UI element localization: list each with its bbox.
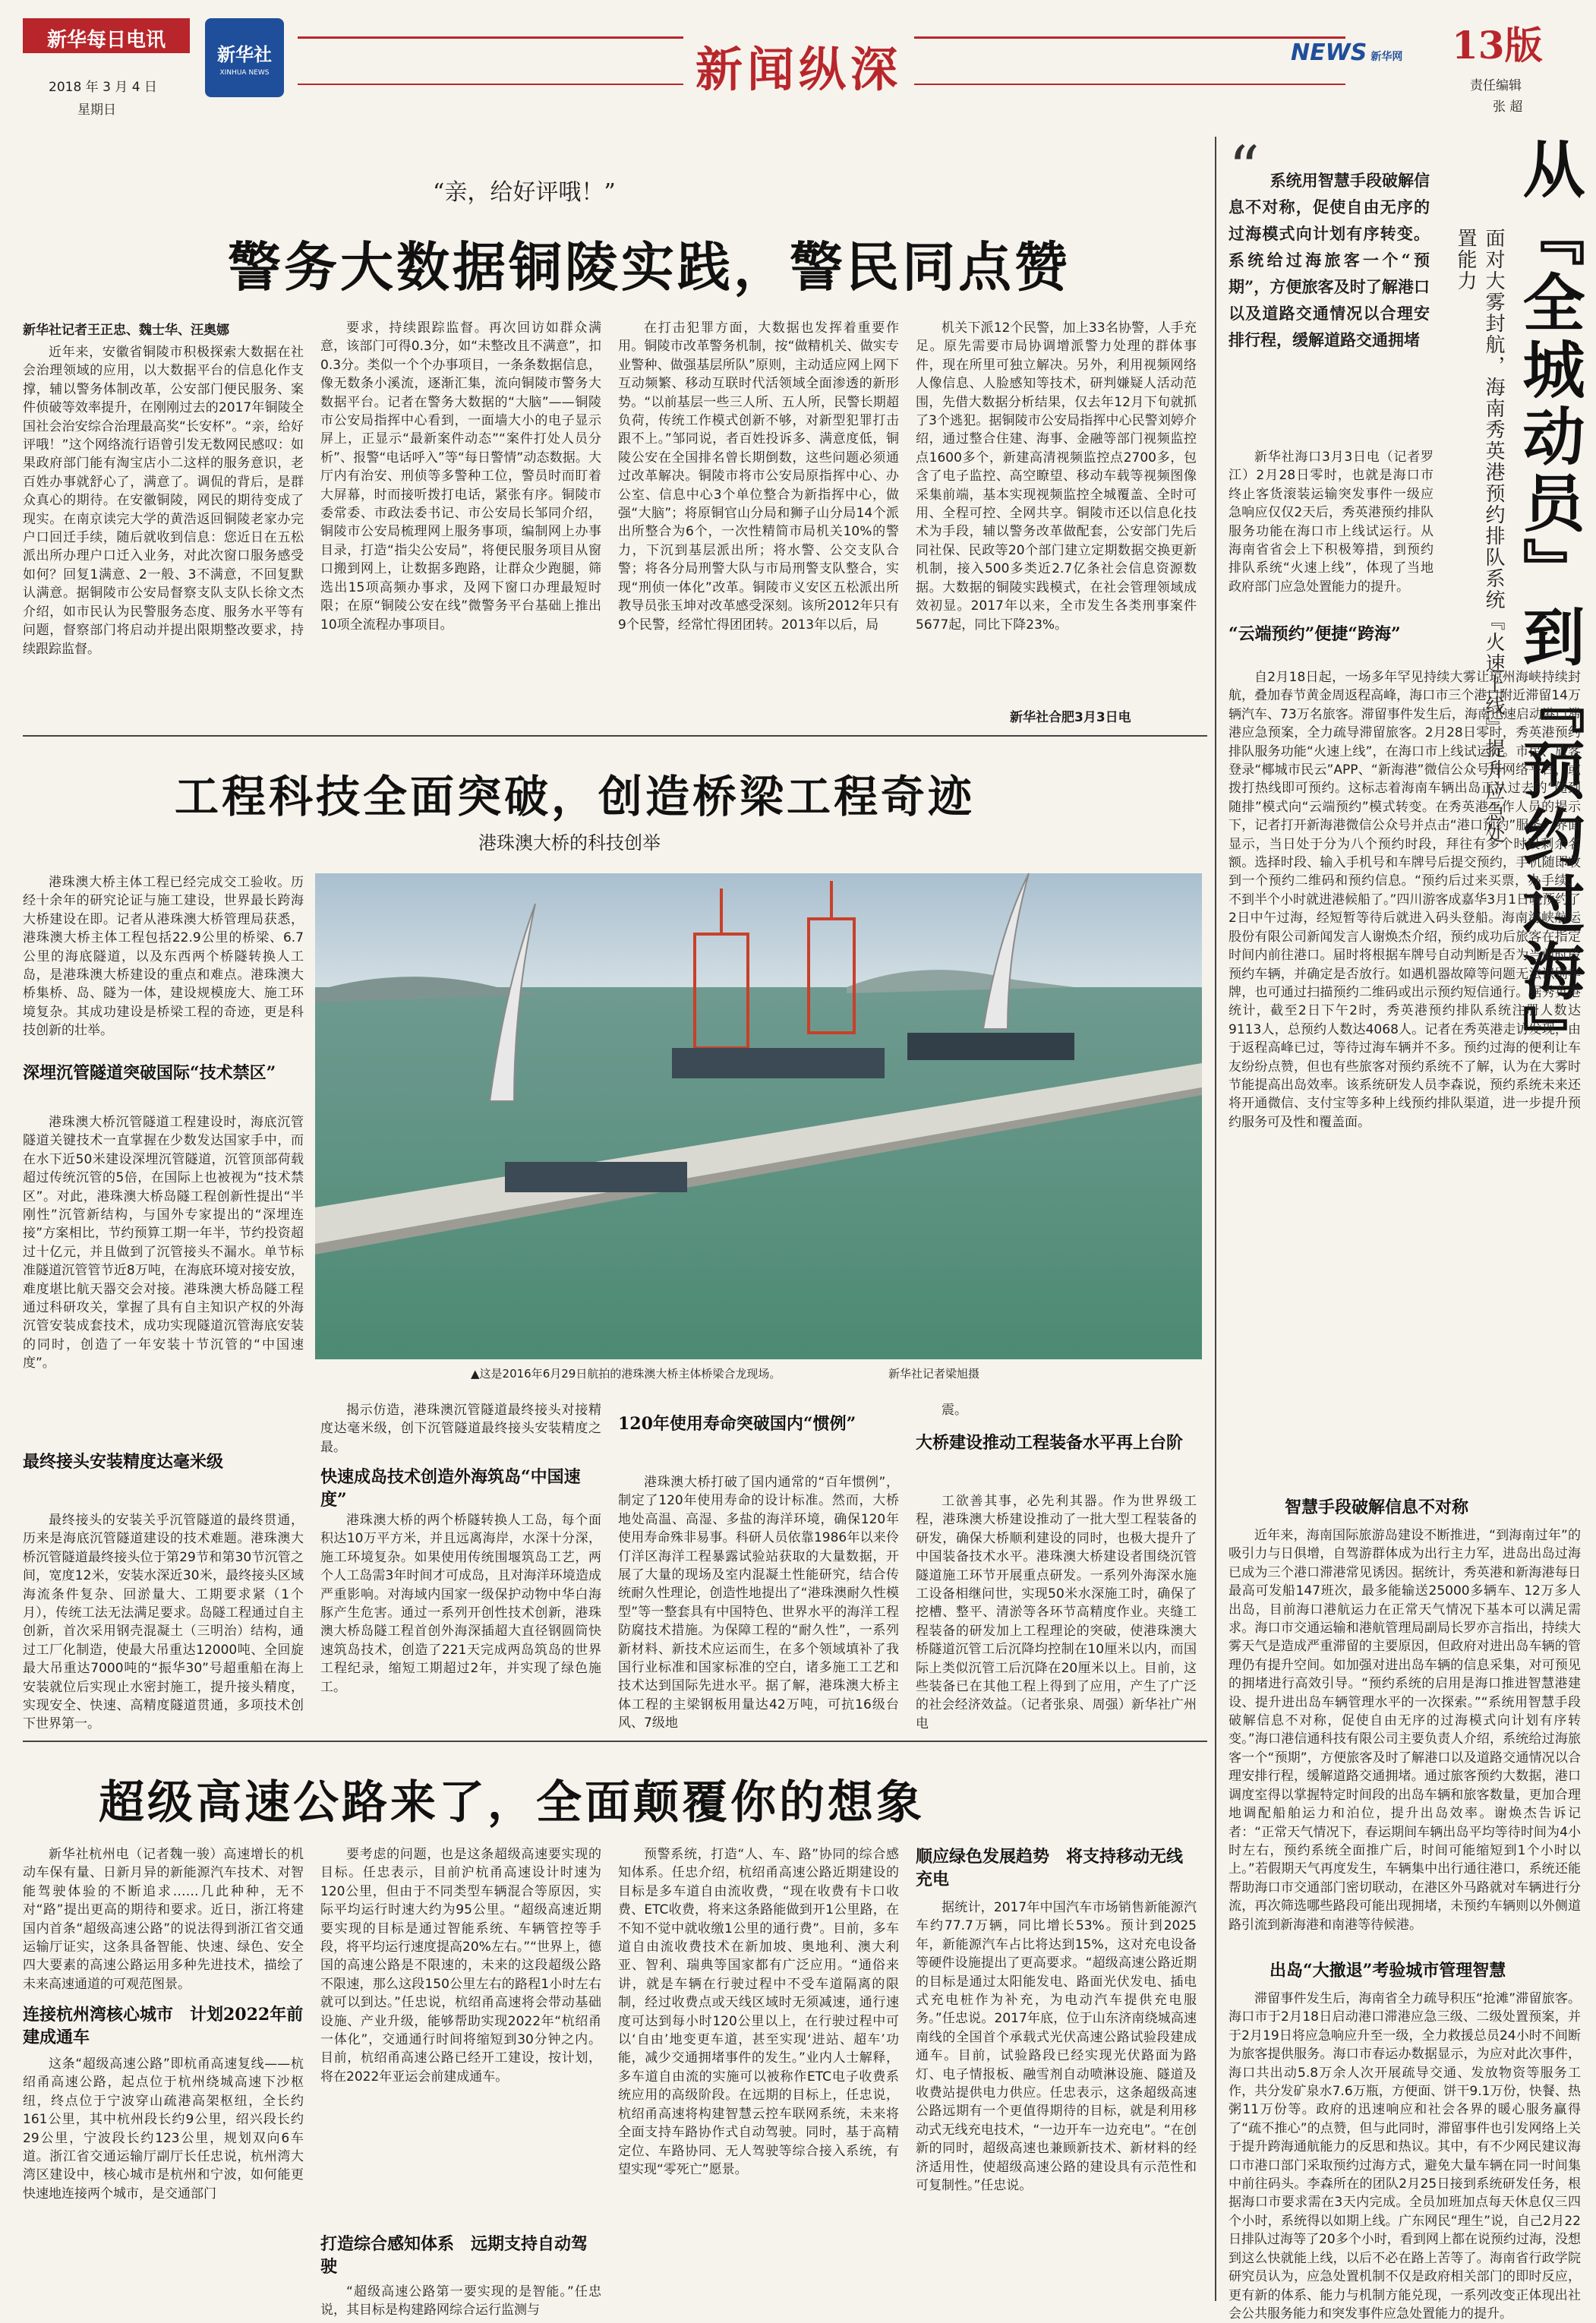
tunnel-text (23, 1113, 304, 1440)
paper-name-block (23, 18, 190, 53)
paragraph: 港珠澳大桥打破了国内通常的“百年惯例”，制定了120年使用寿命的设计标准。然而，大桥地处高温、高湿、多盐的海洋环境，确保120年使用寿命殊非易事。科研人员依靠1986年以来伶仃洋区海洋工程暴露试验站获取的大量数据，开展了大量的现场及室内混凝土性能研究，结合传统耐久性理论，创造性地提出了“港珠澳耐久性模型”等一整套具有中国特色、世界水平的海洋工程防腐技术措施。为保障工程的“耐久性”，一系列新材料、新技术应运而生，在多个领域填补了我国行业标准和国家标准的空白，诸多施工工艺和技术达到国际先进水平。据了解，港珠澳大桥主体工程的主梁钢板用量达42万吨，可抗16级台风、7级地 (618, 1475, 899, 1731)
article-headline: 工程科技全面突破，创造桥梁工程奇迹 (175, 771, 976, 822)
sensing-text (320, 2283, 601, 2318)
paragraph: 工欲善其事，必先利其器。作为世界级工程，港珠澳大桥建设推动了一批大型工程装备的研发，确保大桥顺利建设的同时，也极大提升了中国装备技术水平。港珠澳大桥建设者围绕沉管隧道施工环节开展重点研发。一系列外海深水施工设备相继问世，实现50米水深施工时，确保了挖槽、整平、清淤等各环节高精度作业。夹缝工程装备的研发加上工程理论的突破，使港珠澳大桥隧道沉管工后沉降均控制在10厘米以内，而国际上类似沉管工后沉降在20厘米以上。目前，这些装备已在其他工程上得到了应用，产生了广泛的社会经济效益。（记者张泉、周强）新华社广州电 (916, 1494, 1197, 1731)
island-text (320, 1511, 601, 1724)
subheading-smart: 智慧手段破解信息不对称 (1285, 1498, 1469, 1517)
article-police-bigdata (23, 152, 1207, 729)
page-number: 13版 (1452, 23, 1543, 68)
paragraph: 港珠澳大桥主体工程已经完成交工验收。历经十余年的研究论证与施工建设，世界最长跨海大桥建设在即。记者从港珠澳大桥管理局获悉，港珠澳大桥主体工程包括22.9公里的桥梁、6.7公里的海底隧道，以及东西两个桥隧转换人工岛，是港珠澳大桥建设的重点和难点。港珠澳大桥集桥、岛、隧为一体，建设规模庞大、施工环境复杂。其成功建设是桥梁工程的奇迹，更是科技创新的壮举。 (23, 875, 304, 1039)
joint-text (23, 1511, 304, 1732)
subheading-joint: 最终接头安装精度达毫米级 (23, 1452, 224, 1472)
pull-quote: 系统用智慧手段破解信息不对称，促使自由无序的过海模式向计划有序转变。系统给过海旅客一个“预期”，方便旅客及时了解港口以及道路交通情况以合理安排行程，缓解道路交通拥堵 (1229, 171, 1430, 349)
quote-mark-icon: “ (1229, 133, 1260, 204)
connect-text (23, 2055, 304, 2306)
smart-text (1229, 1526, 1581, 1952)
article-col-3 (618, 1845, 899, 2306)
photo-caption: ▲这是2016年6月29日航拍的港珠澳大桥主体桥梁合龙现场。 (471, 1367, 781, 1381)
paragraph: 近年来，安徽省铜陵市积极探索大数据在社会治理领域的应用，以大数据平台的信息化作支撑，辅以警务体制改革，公安部门便民服务、案件侦破等效率提升，在刚刚过去的2017年铜陵全国社会治安综合治理最高奖“长安杯”。“亲，给好评哦！”这个网络流行语曾引发无数网民感叹：如果政府部门能有淘宝店小二这样的服务意识，老百姓办事就舒心了，满意了。调侃的背后，是群众真心的期待。在安徽铜陵，网民的期待变成了现实。在南京读完大学的黄浩返回铜陵老家办完户口回迁手续，随后就收到信息：您近日在五松派出所办理户口迁入业务，对此次窗口服务感受如何？回复1满意、2一般、3不满意，不回复默认满意。据铜陵市公安局督察支队支队长徐文杰介绍，如市民认为民警服务态度、服务水平等有问题，督察部门将启动并提出限期整改要求，持续跟踪监督。 (23, 345, 304, 657)
subheading-tunnel: 深埋沉管隧道突破国际“技术禁区” (23, 1063, 276, 1083)
xinhua-logo (205, 18, 284, 97)
article-col-3 (618, 319, 899, 727)
paragraph: 揭示仿造，港珠澳沉管隧道最终接头对接精度达毫米级，创下沉管隧道最终接头安装精度之最。 (320, 1403, 601, 1455)
article-headline: 超级高速公路来了，全面颠覆你的想象 (99, 1776, 925, 1829)
subheading-green: 顺应绿色发展趋势 将支持移动无线充电 (916, 1847, 1184, 1889)
equipment-text (916, 1492, 1197, 1731)
section-title: 新闻纵深 (683, 32, 914, 99)
subheading-cloud: “云端预约”便捷“跨海” (1229, 624, 1401, 644)
issue-date: 2018 年 3 月 4 日 (49, 80, 157, 95)
article-haikou-ferry (1224, 133, 1585, 2321)
paragraph: 滞留事件发生后，海南省全力疏导积压“抢滩”滞留旅客。海口市于2月18日启动港口滞港应急三级、二级处置预案，并于2月19日将应急响应升至一级，全力救援总员24小时不间断为旅客提供服务。海口市春运办数据显示，为应对此次事件，海口共出动5.8万余人次开展疏导交通、发放物资等服务工作，共分发矿泉水7.6万瓶，方便面、饼干9.1万份，快餐、热粥11万份等。政府的迅速响应和社会各界的暖心服务赢得了“疏不推心”的点赞，但与此同时，滞留事件也引发网络上关于提升跨海通航能力的反思和热议。其中，有不少网民建议海口市港口部门采取预约过海方式，避免大量车辆在同一时间集中前往码头。李森所在的团队2月25日接到系统研发任务，根据海口市要求需在3天内完成。全员加班加点每天休息仅三四个小时，系统得以如期上线。广东网民“理生”说，自己2月22日排队过海等了20多个小时，看到网上都在说预约过海，没想到这么快就能上线，以后不必在路上苦等了。海南省行政学院研究员认为，应急处置机制不仅是政府相关部门的即时反应，更有新的体系、能力与机制方能兑现，一系列改变正体现出社会公共服务能力和突发事件应急处置能力的提升。 (1229, 1991, 1581, 2321)
paragraph: “超级高速公路第一要实现的是智能。”任忠说，其目标是构建路网综合运行监测与 (320, 2284, 601, 2318)
article-super-highway (23, 1747, 1207, 2318)
subheading-connect: 连接杭州湾核心城市 计划2022年前建成通车 (23, 2005, 304, 2047)
intro-text (23, 873, 304, 1056)
paragraph: 近年来，海南国际旅游岛建设不断推进，“到海南过年”的吸引力与日俱增，自驾游群体成为出行主力军，进岛出岛过海已成为三个港口滞港常见诱因。据统计，秀英港和新海港每日最高可发船147班次，最多能输送25000多辆车、12万多人出岛，目前海口港航运力在正常天气情况下基本可以满足需求。海口市交通运输和港航管理局副局长罗亦言指出，持续大雾天气是造成严重滞留的主要原因，但政府对进出岛车辆的管理仍有提升空间。如加强对进出岛车辆的信息采集，对可预见的拥堵进行高效引导。“预约系统的启用是海口推进智慧港建设、提升进出岛车辆管理水平的一次探索。”“系统用智慧手段破解信息不对称，促使自由无序的过海模式向计划有序转变。”海口港信通科技有限公司主要负责人介绍，系统给过海旅客一个“预期”，方便旅客及时了解港口以及道路交通情况以合理安排行程，缓解道路交通拥堵。通过旅客预约大数据，港口调度室得以掌握特定时间段的出岛车辆和旅客数量，更加合理地调配船舶运力和泊位，提升出岛效率。谢焕杰告诉记者：“正常天气情况下，春运期间车辆出岛平均等待时间为4小时左右，预约系统全面推广后，时间可能缩短到1个小时以上。”若假期天气再度发生，车辆集中出行通往港口，系统还能帮助海口市交通部门密切联动，在港区外马路就对车辆进行分流，再次筛选哪些路段可能出现拥堵，未预约车辆则以外侧道路引流到新海港和南港等待候港。 (1229, 1528, 1581, 1933)
article-hzmb-bridge (23, 744, 1207, 1515)
editor-name: 张 超 (1493, 99, 1523, 115)
article-col-2 (320, 1845, 601, 2225)
article-col-2 (320, 319, 601, 727)
paragraph: 在打击犯罪方面，大数据也发挥着重要作用。铜陵市改革警务机制，按“做精机关、做实专业警种、做强基层所队”原则，主动适应网上网下互动频繁、移动互联时代活领域全面渗透的新形势。“以前基层一些三人所、五人所，民警长期超负荷，传统工作模式创新不够，对新型犯罪打击跟不上。”邹同说，者百姓投诉多、满意度低，铜陵公安在全国排名曾长期倒数，这些问题必须通过改革解决。铜陵市将市公安局原指挥中心、办公室、信息中心3个单位整合为新指挥中心，做强“大脑”；将原铜官山分局和狮子山分局14个派出所整合为6个，一次性精简市局机关10%的警力，下沉到基层派出所；将水警、公交支队合警；将各分局刑警大队与市局刑警支队整合，实现“刑侦一体化”改革。铜陵市义安区五松派出所教导员张玉坤对改革感受深刻。该所2012年只有9个民警，经常忙得团团转。2013年以后，局 (618, 320, 899, 633)
article-subhead: 港珠澳大桥的科技创举 (478, 832, 661, 854)
masthead (0, 0, 1596, 126)
article-col-4 (916, 319, 1197, 699)
paragraph: 自2月18日起，一场多年罕见持续大雾让琼州海峡持续封航，叠加春节黄金周返程高峰，海口市三个港口附近滞留14万辆汽车、73万名旅客。滞留事件发生后，海南迅速启动港口滞港应急预案，全力疏导滞留旅客。2月28日零时，秀英港预约排队服务功能“火速上线”，在海口市上线试运行。市民、旅客登录“椰城市民云”APP、“新海港”微信公众号等网络平台，或拨打热线即可预约。这标志着海南车辆出岛正从过去的“随到随排”模式向“云端预约”模式转变。在秀英港工作人员的提示下，记者打开新海港微信公众号并点击“港口预约”服务，界面显示，当日处于分为八个预约时段，拜往有多个时段剩余名额。选择时段、输入手机号和车牌号后提交预约，手机随即收到一个预约二维码和预约信息。“预约后过来买票，办手续，不到半个小时就进港候船了。”四川游客成嘉华3月1日晚预约了2日中午过海，经短暂等待后就进入码头登船。海南海峡航运股份有限公司新闻发言人谢焕杰介绍，预约成功后旅客在指定时间内前往港口。届时将根据车牌号自动判断是否为当前时段预约车辆，并确定是否放行。如遇机器故障等问题无法识别车牌，也可通过扫描预约二维码或出示预约短信通行。据秀英港统计，截至2日下午2时，秀英港预约排队系统注册人数达9113人，总预约人数达4068人。记者在秀英港走访发现，由于返程高峰已过，等待过海车辆并不多。预约过海的便利让车友纷纷点赞，但也有些旅客对预约系统不了解，认为在大雾时节能提高出岛效率。该系统研发人员李森说，预约系统未来还将开通微信、支付宝等多种上线预约排队渠道，进一步提升预约服务可及性和覆盖面。 (1229, 670, 1581, 1130)
paragraph: 新华社海口3月3日电（记者罗江）2月28日零时，也就是海口市终止客货滚装运输突发事件一级应急响应仅仅2天后，秀英港预约排队服务功能在海口市上线试运行。从海南省省会上下积极筹措，到预约排队系统“火速上线”，体现了当地政府部门应急处置能力的提升。 (1229, 450, 1434, 595)
paragraph: 港珠澳大桥沉管隧道工程建设时，海底沉管隧道关键技术一直掌握在少数发达国家手中，而在水下近50米建设深埋沉管隧道，沉管顶部荷载超过传统沉管的5倍，在国际上也被视为“技术禁区”。对此，港珠澳大桥岛隧工程创新性提出“半刚性”沉管新结构，与国外专家提出的“深埋连接”方案相比，节约预算工期一年半，节约投资超过十亿元，并且做到了沉管接头不漏水。单节标准隧道沉管管节近8万吨，在海底环境对接安放，难度堪比航天器交会对接。港珠澳大桥岛隧工程通过科研攻关，掌握了具有自主知识产权的外海沉管安装成套技术，成功实现隧道沉管海底安装的同时，创造了一年安装十节沉管的“中国速度”。 (23, 1115, 304, 1371)
subheading-sensing: 打造综合感知体系 远期支持自动驾驶 (320, 2234, 588, 2277)
bridge-photo (315, 873, 1202, 1359)
cloud-text (1229, 668, 1581, 1488)
paragraph: 港珠澳大桥的两个桥隧转换人工岛，每个面积达10万平方米，并且远离海岸，水深十分深，施工环境复杂。如果使用传统围堰筑岛工艺，两个人工岛需3年时间才可成岛，且对海洋环境造成严重影响。对海域内国家一级保护动物中华白海豚产生危害。通过一系列开创性技术创新，港珠澳大桥岛隧工程首创外海深插超大直径钢圆筒快速筑岛技术，创造了221天完成两岛筑岛的世界工程纪录，缩短工期超过2年，并实现了绿色施工。 (320, 1513, 601, 1695)
equipment-intro (916, 1401, 1197, 1422)
paragraph: 预警系统，打造“人、车、路”协同的综合感知体系。任忠介绍，杭绍甬高速公路近期建设的目标是多车道自由流收费，“现在收费有卡口收费、ETC收费，将来这条路能做到开1公里路，在不知不觉中就收缴1公里的通行费”。目前，多车道自由流收费技术在新加坡、奥地利、澳大利亚、智利、瑞典等国家都有广泛应用。“通俗来讲，就是车辆在行驶过程中不受车道隔离的限制，经过收费点或天线区域时无须减速，通行速度可达到每小时120公里以上，在行驶过程中可以‘自由’地变更车道，甚至实现‘进站、超车’功能，减少交通拥堵事件的发生。”业内人士解释，多车道自由流的实施可以被称作ETC电子收费系统应用的高级阶段。在远期的目标上，任忠说，杭绍甬高速将构建智慧云控车联网系统，未来将全面支持车路协作式自动驾驶。同时，基于高精定位、车路协同、无人驾驶等综合接入系统，有望实现“零死亡”愿景。 (618, 1847, 899, 2177)
paragraph: 机关下派12个民警，加上33名协警，人手充足。原先需要市局协调增派警力处理的群体事件，现在所里可独立解决。另外，利用视频网络人像信息、人脸感知等技术，研判嫌疑人活动范围，先借大数据分析结果，仅去年12月下旬就抓了3个逃犯。据铜陵市公安局指挥中心民警刘婷介绍，通过整合住建、海事、金融等部门视频监控点1600多个，新建高清视频监控点2700多，包含了电子监控、高空瞭望、移动车载等视频图像采集前端，基本实现视频监控全城覆盖、全时可用、全程可控、全网共享。铜陵市还以信息化技术为手段，辅以警务改革做配套，公安部门先后同社保、民政等20个部门建立定期数据交换更新机制，接入500多类近2.7亿条社会信息资源数据。大数据的铜陵实践模式，在社会管理领域成效初显。2017年以来，全市发生各类刑事案件5677起，同比下降23%。 (916, 320, 1197, 633)
paper-name: 新华每日电讯 (46, 29, 166, 52)
article-col-1 (23, 1845, 304, 1997)
divider (23, 735, 1207, 737)
joint-tail-text (320, 1401, 601, 1458)
paragraph: 震。 (942, 1403, 967, 1418)
vertical-divider (1215, 137, 1216, 2301)
news-logo-en: NEWS (1291, 39, 1367, 66)
bridge-photo-illustration (315, 873, 1202, 1359)
paragraph: 这条“超级高速公路”即杭甬高速复线——杭绍甬高速公路，起点位于杭州绕城高速下沙枢纽，终点位于宁波穿山疏港高架枢纽，全长约161公里，其中杭州段长约9公里，绍兴段长约29公里，宁波段长约123公里，规划双向6车道。浙江省交通运输厅副厅长任忠说，杭州湾大湾区建设中，核心城市是杭州和宁波，如何能更快速地连接两个城市，是交通部门 (23, 2056, 304, 2201)
paragraph: 要考虑的问题，也是这条超级高速要实现的目标。任忠表示，目前沪杭甬高速设计时速为120公里，但由于不同类型车辆混合等原因，实际平均运行时速大约为95公里。“超级高速近期要实现的目标是通过智能系统、车辆管控等手段，将平均运行速度提高20%左右。”“世界上，德国的高速公路是不限速的，未来的这段超级公路不限速，那么这段150公里左右的路程1小时左右就可以到达。”任忠说，杭绍甬高速将会带动基础设施、产业升级，能够帮助实现2022年“杭绍甬一体化”，交通通行时间将缩短到30分钟之内。目前，杭绍甬高速公路已经开工建设，按计划，将在2022年亚运会前建成通车。 (320, 1847, 601, 2085)
lifespan-text (618, 1473, 899, 1731)
paragraph: 要求，持续跟踪监督。再次回访如群众满意，该部门可得0.3分，如“未整改且不满意”，扣0.3分。类似一个个办事项目，一条条数据信息，像无数条小溪流，逐渐汇集，流向铜陵市警务大数据平台。记者在警务大数据的“大脑”——铜陵市公安局指挥中心看到，一面墙大小的电子显示屏上，正显示“最新案件动态”“案件打处人员分析”、报警“电话呼入”等“每日警情”动态数据。大厅内有治安、刑侦等多警种工位，警员时而盯着大屏幕，时而接听拨打电话，紧张有序。铜陵市委常委、市政法委书记、市公安局长邹同介绍，铜陵市公安局梳理网上服务事项，编制网上办事目录，打造“指尖公安局”，将便民服务项目从窗口搬到网上，让数据多跑路，让群众少跑腿，筛选出15项高频办事求，及网下窗口办理最短时限；在原“铜陵公安在线”微警务平台基础上推出10项全流程办事项目。 (320, 320, 601, 633)
article-byline: 新华社记者王正忠、魏士华、汪奥娜 (23, 323, 229, 338)
paragraph: 新华社杭州电（记者魏一骏）高速增长的机动车保有量、日新月异的新能源汽车技术、对智能驾驶体验的不断追求……几此种种，无不对“路”提出更高的期待和要求。近日，浙江将建国内首条“超级高速公路”的说法得到浙江省交通运输厅证实，这条具备智能、快速、绿色、安全四大要素的高速公路运用多种先进技术，描绘了未来高速通道的可观范图景。 (23, 1847, 304, 1992)
article-kicker: “亲，给好评哦！” (433, 179, 616, 206)
divider (23, 1741, 1207, 1742)
issue-weekday: 星期日 (77, 103, 116, 118)
paragraph: 据统计，2017年中国汽车市场销售新能源汽车约77.7万辆，同比增长53%。预计到2025年，新能源汽车占比将达到15%，这对充电设备等硬件设施提出了更高要求。“超级高速公路近期的目标是通过太阳能发电、路面光伏发电、插电式充电桩作为补充，为电动汽车提供充电服务。”任忠说。2017年底，位于山东济南绕城高速南线的全国首个承载式光伏高速公路试验段建成通车。目前，试验路段已经实现光伏路面为路灯、电子情报板、融雪剂自动喷淋设施、隧道及收费站提供电力供应。任忠表示，这条超级高速公路远期有一个更值得期待的目标，就是利用移动式无线充电技术，“一边开车一边充电”。“在创新的同时，超级高速也兼顾新技术、新材料的经济适用性，使超级高速公路的建设具有示范性和可复制性。”任忠说。 (916, 1900, 1197, 2194)
article-subhead-vertical: 面对大雾封航，海南秀英港预约排队系统『火速上线』提升应急处置能力 (1454, 228, 1505, 844)
editor-label: 责任编辑 (1470, 78, 1522, 93)
news-logo-cn: 新华网 (1370, 51, 1403, 63)
article-headline-vertical: 从『全城动员』到『预约过海』 (1512, 137, 1585, 1072)
subheading-island: 快速成岛技术创造外海筑岛“中国速度” (320, 1467, 581, 1510)
subheading-equipment: 大桥建设推动工程装备水平再上台阶 (916, 1433, 1184, 1453)
article-sign: 新华社合肥3月3日电 (1010, 710, 1131, 725)
article-col-1 (23, 343, 304, 727)
subheading-retreat: 出岛“大撤退”考验城市管理智慧 (1270, 1961, 1506, 1981)
subheading-lifespan: 120年使用寿命突破国内“惯例” (618, 1414, 856, 1434)
retreat-text (1229, 1990, 1581, 2321)
green-text (916, 1898, 1197, 2306)
lead-text (1229, 448, 1434, 608)
xinhua-logo-en: XINHUA NEWS (219, 69, 270, 77)
paragraph: 最终接头的安装关乎沉管隧道的最终贯通，历来是海底沉管隧道建设的技术难题。港珠澳大桥沉管隧道最终接头位于第29节和第30节沉管之间，宽度12米，安装水深近30米，最终接头区域海流条件复杂、回淤量大、工期要求紧（1个月），传统工法无法满足要求。岛隧工程通过自主创新，首次采用钢壳混凝土（三明治）结构，通过工厂化制造，使最大吊重达12000吨、全回旋最大吊重达7000吨的“振华30”号超重船在海上安装就位后实现止水密封施工，提升接头精度，实现安全、快速、高精度隧道贯通，多项技术创下世界第一。 (23, 1513, 304, 1732)
article-headline: 警务大数据铜陵实践，警民同点赞 (228, 235, 1071, 298)
xinhua-logo-text: 新华社 (217, 43, 272, 65)
news-logo (1291, 39, 1405, 85)
photo-credit: 新华社记者梁旭摄 (888, 1367, 980, 1381)
